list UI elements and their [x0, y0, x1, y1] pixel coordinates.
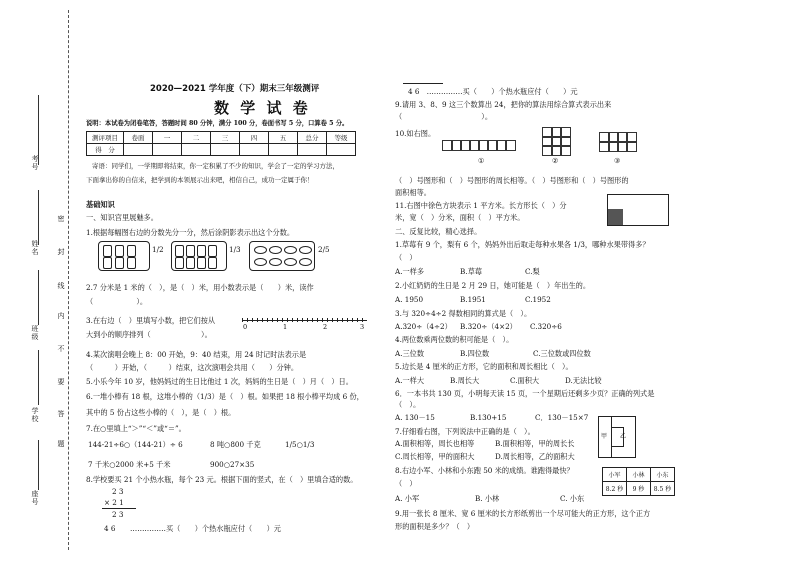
choice-8-opt-a[interactable]: A. 小军 [395, 494, 420, 503]
score-input-cell[interactable] [327, 144, 356, 156]
question-11-cont: 米，宽（ ）分米，面积（ ）平方米。 [395, 213, 525, 222]
part-two-heading: 二、反复比较，精心选择。 [395, 227, 482, 236]
compare-item-5: 900○27×35 [210, 460, 255, 469]
part-one-heading: 一、知识宫里展魅多。 [86, 213, 158, 222]
score-cell: 总分 [298, 132, 327, 144]
score-input-cell[interactable] [269, 144, 298, 156]
compare-item-4: 7 千米○2000 米+5 千米 [88, 460, 171, 469]
race-header-cell: 小林 [627, 468, 651, 482]
score-input-cell[interactable] [153, 144, 182, 156]
question-9-cont: （ ）。 [395, 112, 493, 121]
label-seat: 座号 [31, 490, 39, 506]
score-cell: 一 [153, 132, 182, 144]
question-7: 7.在○里填上“＞”“＜”或“＝”。 [86, 424, 186, 433]
question-2: 2.7 分米是 1 米的（ ），是（ ）米，用小数表示是（ ）米，读作 [86, 283, 314, 292]
choice-2-opt-c[interactable]: C.1952 [525, 295, 551, 304]
score-row-label: 得 分 [87, 144, 124, 156]
question-4-cont: （ ）开始，（ ）结束，这次演唱会共用（ ）分钟。 [86, 363, 299, 372]
score-cell: 二 [182, 132, 211, 144]
choice-1-opt-c[interactable]: C.梨 [525, 267, 540, 276]
question-4: 4.某次演唱会晚上 8：00 开始，9：40 结束，用 24 时记时法表示是 [86, 350, 307, 359]
score-input-cell[interactable] [211, 144, 240, 156]
compare-item-3: 1/5○1/3 [285, 440, 315, 449]
question-6: 6.一堆小棒有 18 根，这堆小棒的（1/3）是（ ）根。如果把 18 根小棒平均成 6 份， [86, 392, 364, 401]
choice-5-opt-d[interactable]: D.无法比较 [565, 376, 602, 385]
choice-8: 8.右边小军、小林和小东跑 50 米的成绩。谁跑得最快？ [395, 466, 574, 475]
seat-answer-line [38, 440, 39, 490]
shape-label-2: ② [552, 156, 559, 165]
score-input-cell[interactable] [182, 144, 211, 156]
q1-fraction-b: 1/3 [229, 245, 241, 254]
choice-8-cont: （ ） [395, 479, 417, 488]
ruler-label-1: 1 [283, 323, 288, 331]
label-name: 姓名 [31, 240, 39, 256]
calc-row-4: 4 6 [104, 524, 116, 533]
seal-char: 封 [57, 248, 65, 256]
q1-figure-b[interactable] [171, 241, 227, 271]
seal-char: 不 [57, 345, 65, 353]
question-1: 1.根据每幅图右边的分数先分一分，然后涂阴影表示出这个分数。 [86, 228, 295, 237]
q1-fraction-a: 1/2 [152, 245, 164, 254]
choice-7: 7.仔细看右图，下列说法中正确的是（ ）。 [395, 427, 535, 436]
section-basic-knowledge: 基础知识 [86, 200, 115, 209]
seal-char: 答 [57, 410, 65, 418]
choice-4-opt-c[interactable]: C.三位数或四位数 [533, 349, 591, 358]
choice-3-opt-c[interactable]: C.320÷6 [530, 322, 562, 331]
fig-label-yi: 乙 [620, 433, 627, 440]
score-cell: 等级 [327, 132, 356, 144]
exam-subject-title: 数 学 试 卷 [214, 99, 311, 117]
choice-5-opt-a[interactable]: A.一样大 [395, 376, 425, 385]
question-10-cont-2: 面积相等。 [395, 188, 431, 197]
choice-1-opt-b[interactable]: B.草莓 [460, 267, 482, 276]
choice-5-opt-c[interactable]: C.面积大 [510, 376, 540, 385]
question-5: 5.小乐今年 10 岁，他妈妈过的生日比他过 1 次，妈妈的生日是（ ）月（ ）日。 [86, 377, 353, 386]
calc-row-3: 2 3 [112, 510, 124, 519]
label-school: 学校 [31, 407, 39, 423]
question-10: 10.如右图。 [395, 129, 436, 138]
exam-year-title: 2020—2021 学年度（下）期末三年级测评 [150, 84, 320, 94]
choice-1-opt-a[interactable]: A.一样多 [395, 267, 425, 276]
seal-char: 要 [57, 378, 65, 386]
race-results-table [602, 467, 675, 496]
choice-8-opt-b[interactable]: B. 小林 [475, 494, 500, 503]
q11-rectangle [607, 194, 669, 226]
choice-3-opt-a[interactable]: A.320÷（4÷2） [395, 322, 452, 331]
shape-label-3: ③ [614, 156, 621, 165]
race-time-cell: 9 秒 [627, 482, 651, 496]
choice-2-opt-a[interactable]: A. 1950 [395, 295, 424, 304]
seal-char: 题 [57, 440, 65, 448]
compare-item-1: 144-21÷6○（144-21）÷ 6 [88, 440, 183, 449]
q1-figure-a[interactable] [98, 241, 150, 271]
choice-9-cont: 形的面积是多少？（ ） [395, 522, 475, 531]
choice-6-cont: （ ）。 [395, 400, 421, 409]
choice-5-opt-b[interactable]: B.周长大 [450, 376, 480, 385]
choice-9: 9.用一张长 8 厘米、宽 6 厘米的长方形纸剪出一个尽可能大的正方形，这个正方 [395, 509, 651, 518]
calc-top-carry: 4 6 ……………买（ ）个热水瓶应付（ ）元 [408, 87, 578, 96]
choice-6: 6．一本书共 130 页，小明每天读 15 页，一个星期后还剩多少页？正确的列式是 [395, 389, 655, 398]
choice-3: 3.与 320÷4÷2 得数相同的算式是（ ）。 [395, 309, 532, 318]
score-table-score-row [87, 144, 356, 156]
q1-fraction-c: 2/5 [318, 245, 330, 254]
label-class: 班级 [31, 325, 39, 341]
score-cell: 三 [211, 132, 240, 144]
choice-4-opt-b[interactable]: B.四位数 [460, 349, 490, 358]
choice-8-opt-c[interactable]: C. 小东 [560, 494, 585, 503]
question-8: 8.学校要买 21 个小热水瓶，每个 23 元。根据下面的竖式，在（ ）里填合适的数。 [86, 475, 358, 484]
calc-underline-1 [102, 508, 136, 509]
choice-4: 4.两位数乘两位数的积可能是（ ）。 [395, 335, 514, 344]
question-6-cont: 其中的 5 份占这些小棒的（ ），是（ ）根。 [86, 408, 236, 417]
calc-underline-2 [403, 83, 443, 84]
fig-label-jia: 甲 [601, 433, 608, 440]
choice-7-opt-a[interactable]: A.面积相等，周长也相等 [395, 439, 475, 448]
intro-line-1: 寄语：同学们，一学期即将结束，你一定积累了不少的知识，学会了一定的学习方法， [92, 162, 339, 170]
score-input-cell[interactable] [240, 144, 269, 156]
score-input-cell[interactable] [298, 144, 327, 156]
school-answer-line [38, 350, 39, 405]
score-cell: 四 [240, 132, 269, 144]
score-input-cell[interactable] [124, 144, 153, 156]
choice-7-opt-b[interactable]: B.面积相等，甲的周长长 [495, 439, 575, 448]
race-time-cell: 8.2 秒 [603, 482, 627, 496]
seal-char: 密 [57, 215, 65, 223]
race-time-cell: 8.5 秒 [651, 482, 675, 496]
binding-dash-line [68, 10, 69, 550]
choice-3-opt-b[interactable]: B.320÷（4×2） [460, 322, 517, 331]
choice-7-opt-d[interactable]: D.周长相等，乙的面积大 [495, 452, 575, 461]
compare-item-2: 8 吨○800 千克 [210, 440, 261, 449]
question-11: 11.右图中徐色方块表示 1 平方米。长方形长（ ）分 [395, 201, 567, 210]
question-2-cont: （ ）。 [86, 297, 148, 306]
question-3: 3.在右边（ ）里填写小数，把它们按从 [86, 316, 216, 325]
calc-row-1: 2 3 [112, 487, 124, 496]
choice-2: 2.小红奶奶的生日是 2 月 29 日，她可能是（ ）年出生的。 [395, 281, 591, 290]
label-exam-number: 考号 [31, 155, 39, 171]
ruler-label-3: 3 [360, 323, 365, 331]
calc-row-2: × 2 1 [104, 498, 124, 507]
choice-4-opt-a[interactable]: A.三位数 [395, 349, 425, 358]
ruler-label-0: 0 [243, 323, 248, 331]
choice-5: 5.边长是 4 厘米的正方形，它的面积和周长相比（ ）。 [395, 362, 573, 371]
q11-shaded-square [608, 209, 623, 225]
score-cell: 五 [269, 132, 298, 144]
choice-7-opt-c[interactable]: C.周长相等，甲的面积大 [395, 452, 475, 461]
choice-1-cont: （ ） [395, 253, 417, 262]
question-9: 9.请用 3、8、9 这三个数算出 24，把你的算法用综合算式表示出来 [395, 100, 612, 109]
choice-2-opt-b[interactable]: B.1951 [460, 295, 486, 304]
q1-figure-c[interactable] [249, 241, 315, 271]
choice-6-opt-c[interactable]: C．130－15×7 [535, 413, 589, 422]
race-header-cell: 小东 [651, 468, 675, 482]
class-answer-line [38, 270, 39, 325]
race-header-cell: 小军 [603, 468, 627, 482]
exam-instructions: 说明：本试卷为闭卷笔答，答题时间 80 分钟，满分 100 分，卷面书写 5 分，口算卷 5 分。 [86, 120, 349, 127]
question-10-cont: （ ）号图形和（ ）号图形的周长相等。（ ）号图形和（ ）号图形的 [395, 176, 629, 185]
choice-6-opt-b[interactable]: B.130+15 [470, 413, 507, 422]
shape-label-1: ① [478, 156, 485, 165]
score-table [86, 131, 356, 156]
score-cell: 测评项目 [87, 132, 124, 144]
intro-line-2: 下面拿出你的自信来，把学到的本领展示出来吧，相信自己，成功一定属于你！ [86, 176, 314, 184]
question-3-cont: 大到小的顺序排列（ ）。 [86, 330, 212, 339]
choice-1: 1.草莓有 9 个，梨有 6 个，妈妈外出后取走每种水果各 1/3，哪种水果带得多？ [395, 240, 650, 249]
number-line [242, 320, 367, 321]
score-table-header-row [87, 132, 356, 144]
choice-6-opt-a[interactable]: A. 130－15 [395, 413, 435, 422]
name-answer-line [38, 190, 39, 245]
seal-char: 线 [57, 282, 65, 290]
score-cell: 卷面 [124, 132, 153, 144]
calc-tail: ……………买（ ）个热水瓶应付（ ）元 [130, 524, 281, 533]
seal-char: 内 [57, 312, 65, 320]
ruler-label-2: 2 [323, 323, 328, 331]
